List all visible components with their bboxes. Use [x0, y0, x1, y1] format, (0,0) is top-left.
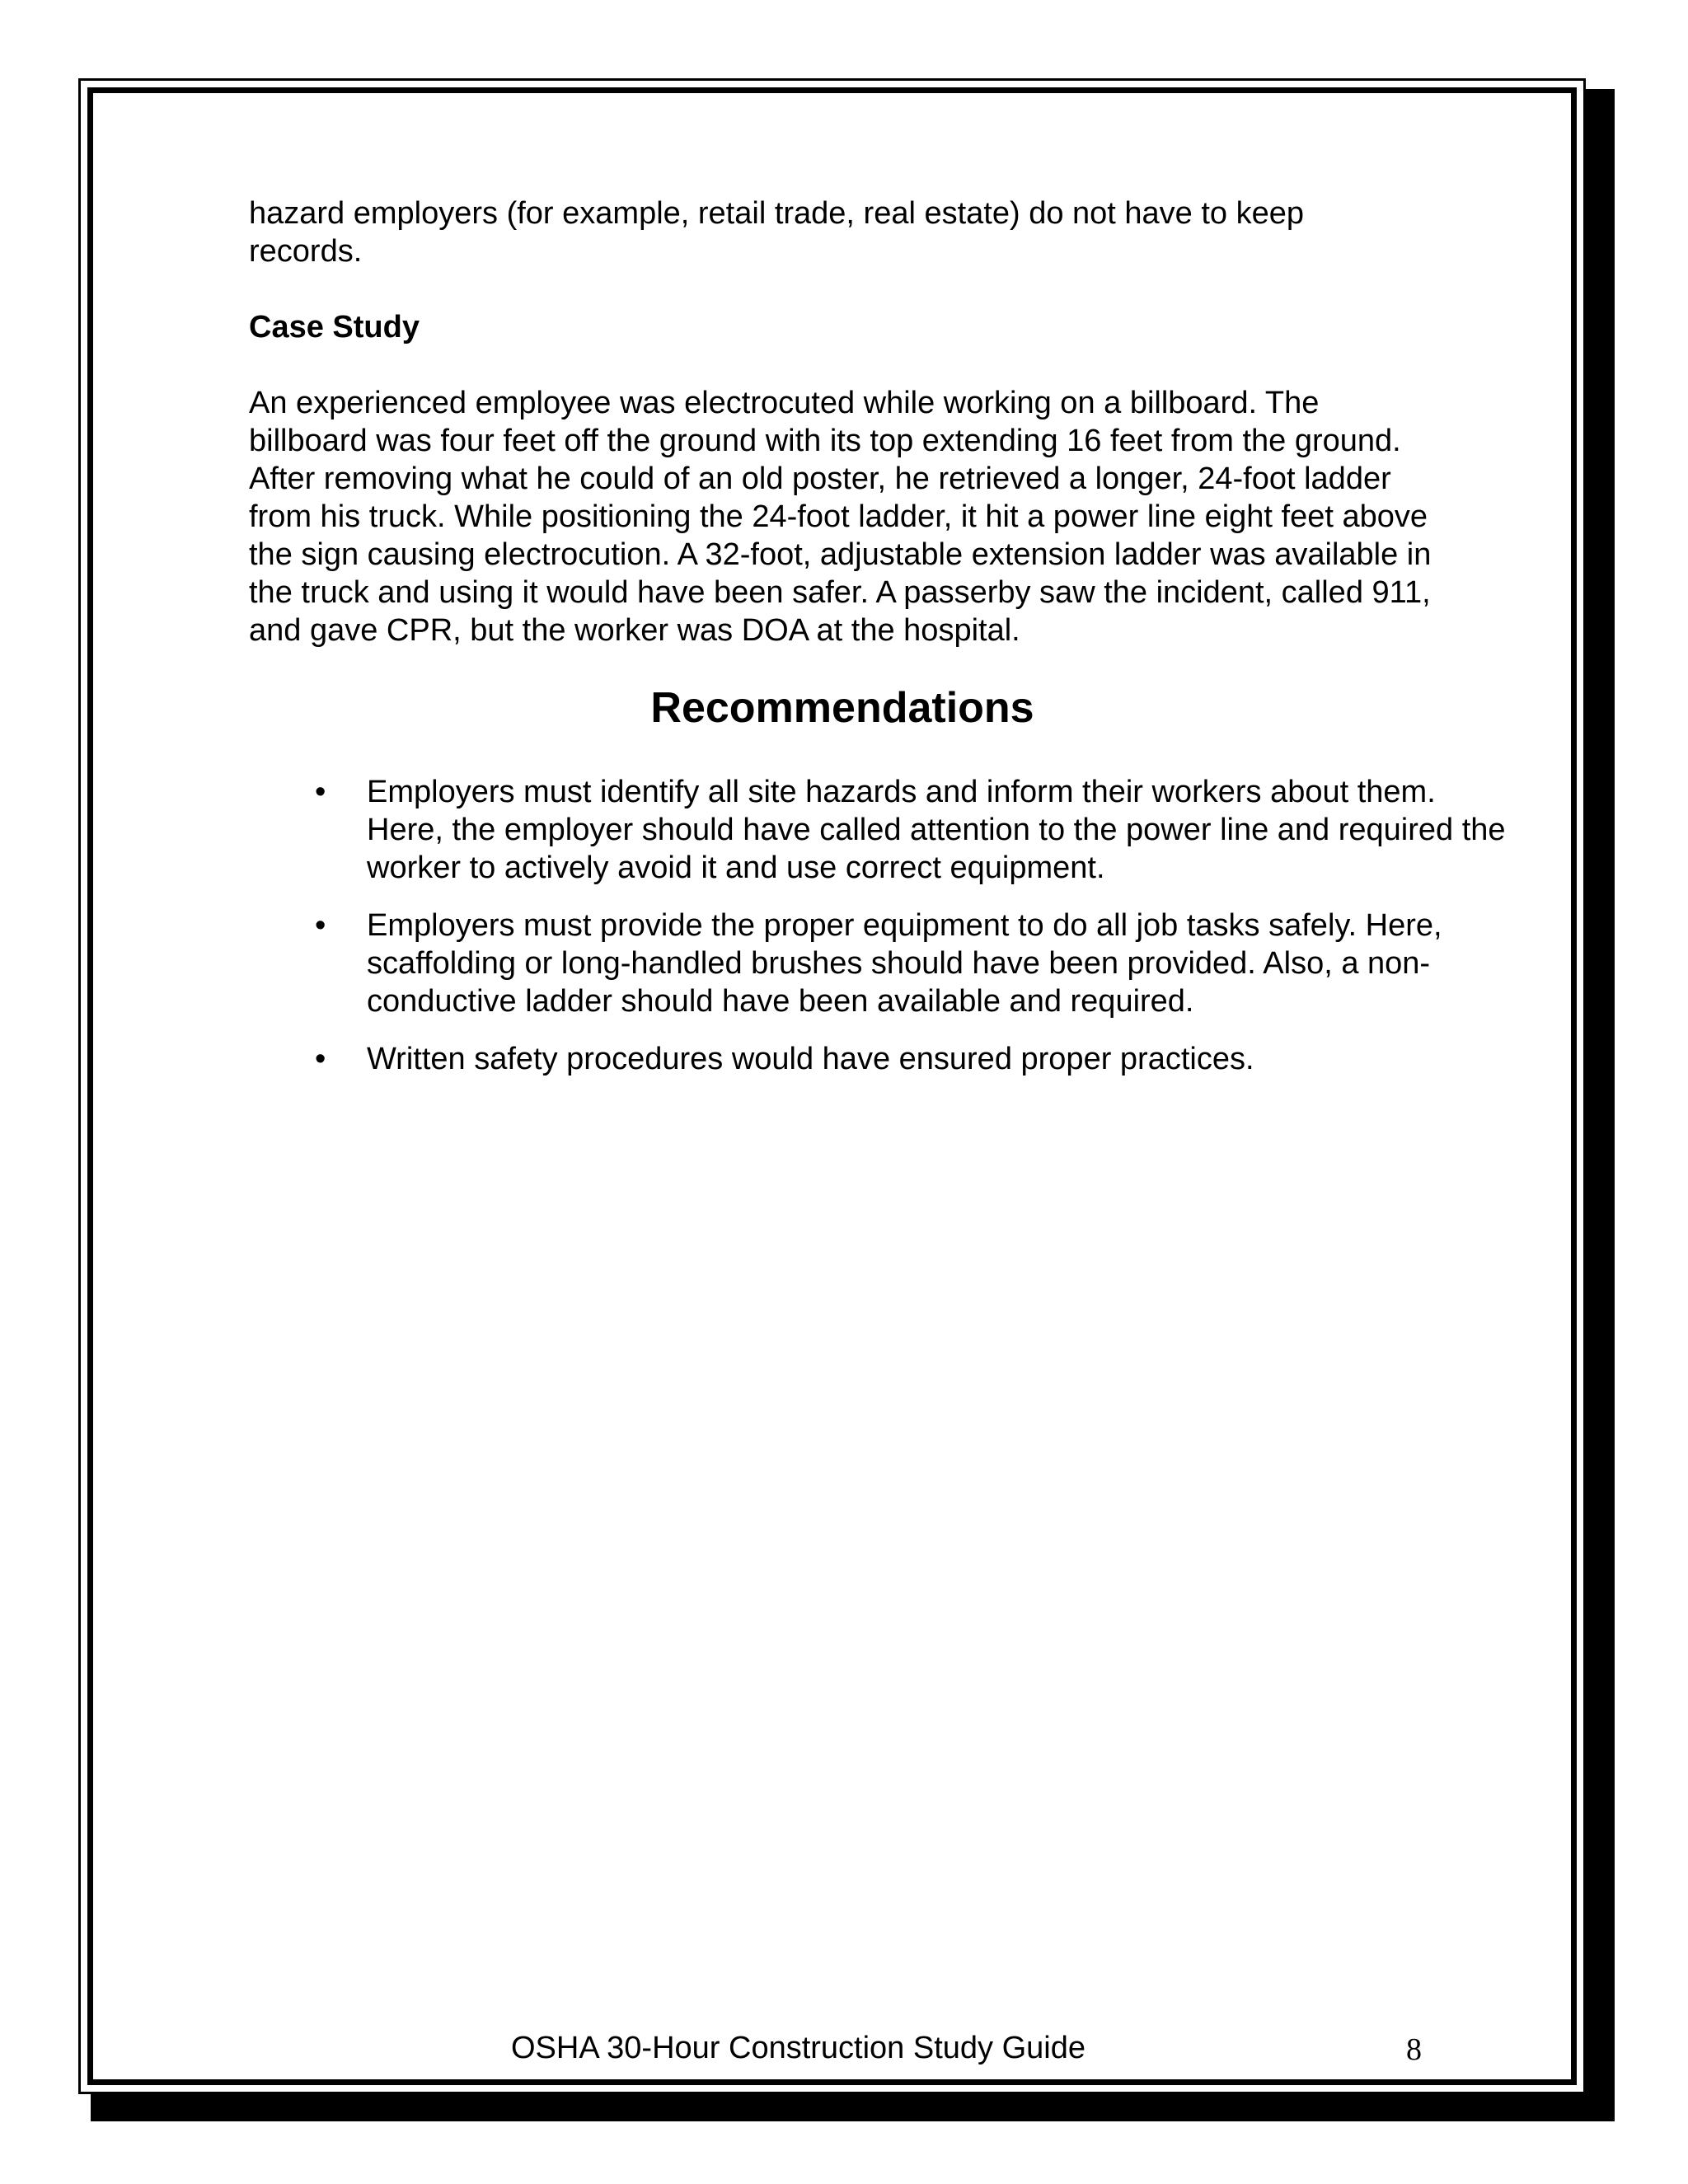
recommendation-item [249, 1040, 1521, 1078]
bullet-icon: • [315, 908, 326, 943]
case-study-heading: Case Study [249, 310, 420, 344]
recommendation-text: Employers must provide the proper equipment to do all job tasks safely. Here, scaffolding or long-handled brushes should have been provided. Also, a non-conductive ladder should have been available and required. [367, 908, 1442, 1019]
recommendation-item [249, 773, 1521, 887]
intro-paragraph: hazard employers (for example, retail trade, real estate) do not have to keep records. [249, 196, 1305, 269]
recommendation-item [249, 907, 1521, 1020]
bullet-icon: • [315, 775, 326, 809]
recommendations-heading: Recommendations [650, 684, 1034, 732]
page-number: 8 [1406, 2032, 1422, 2067]
recommendation-text: Employers must identify all site hazards and inform their workers about them. Here, the employer should have called attention to the power line and required the worker to actively avoid it and use correct equipment. [367, 775, 1506, 885]
case-study-paragraph: An experienced employee was electrocuted while working on a billboard. The billboard was four feet off the ground with its top extending 16 feet from the ground. After removing what he could of an old poster, he retrieved a longer, 24-foot ladder from his truck. While positioning the 24-foot ladder, it hit a power line eight feet above the sign causing electrocution. A 32-foot, adjustable extension ladder was available in the truck and using it would have been safer. A passerby saw the incident, called 911, and gave CPR, but the worker was DOA at the hospital. [249, 386, 1432, 648]
footer-title: OSHA 30-Hour Construction Study Guide [511, 2031, 1086, 2065]
recommendations-list [249, 773, 1506, 1078]
bullet-icon: • [315, 1042, 326, 1076]
recommendation-text: Written safety procedures would have ensured proper practices. [367, 1042, 1254, 1076]
page-content [249, 194, 1506, 1098]
